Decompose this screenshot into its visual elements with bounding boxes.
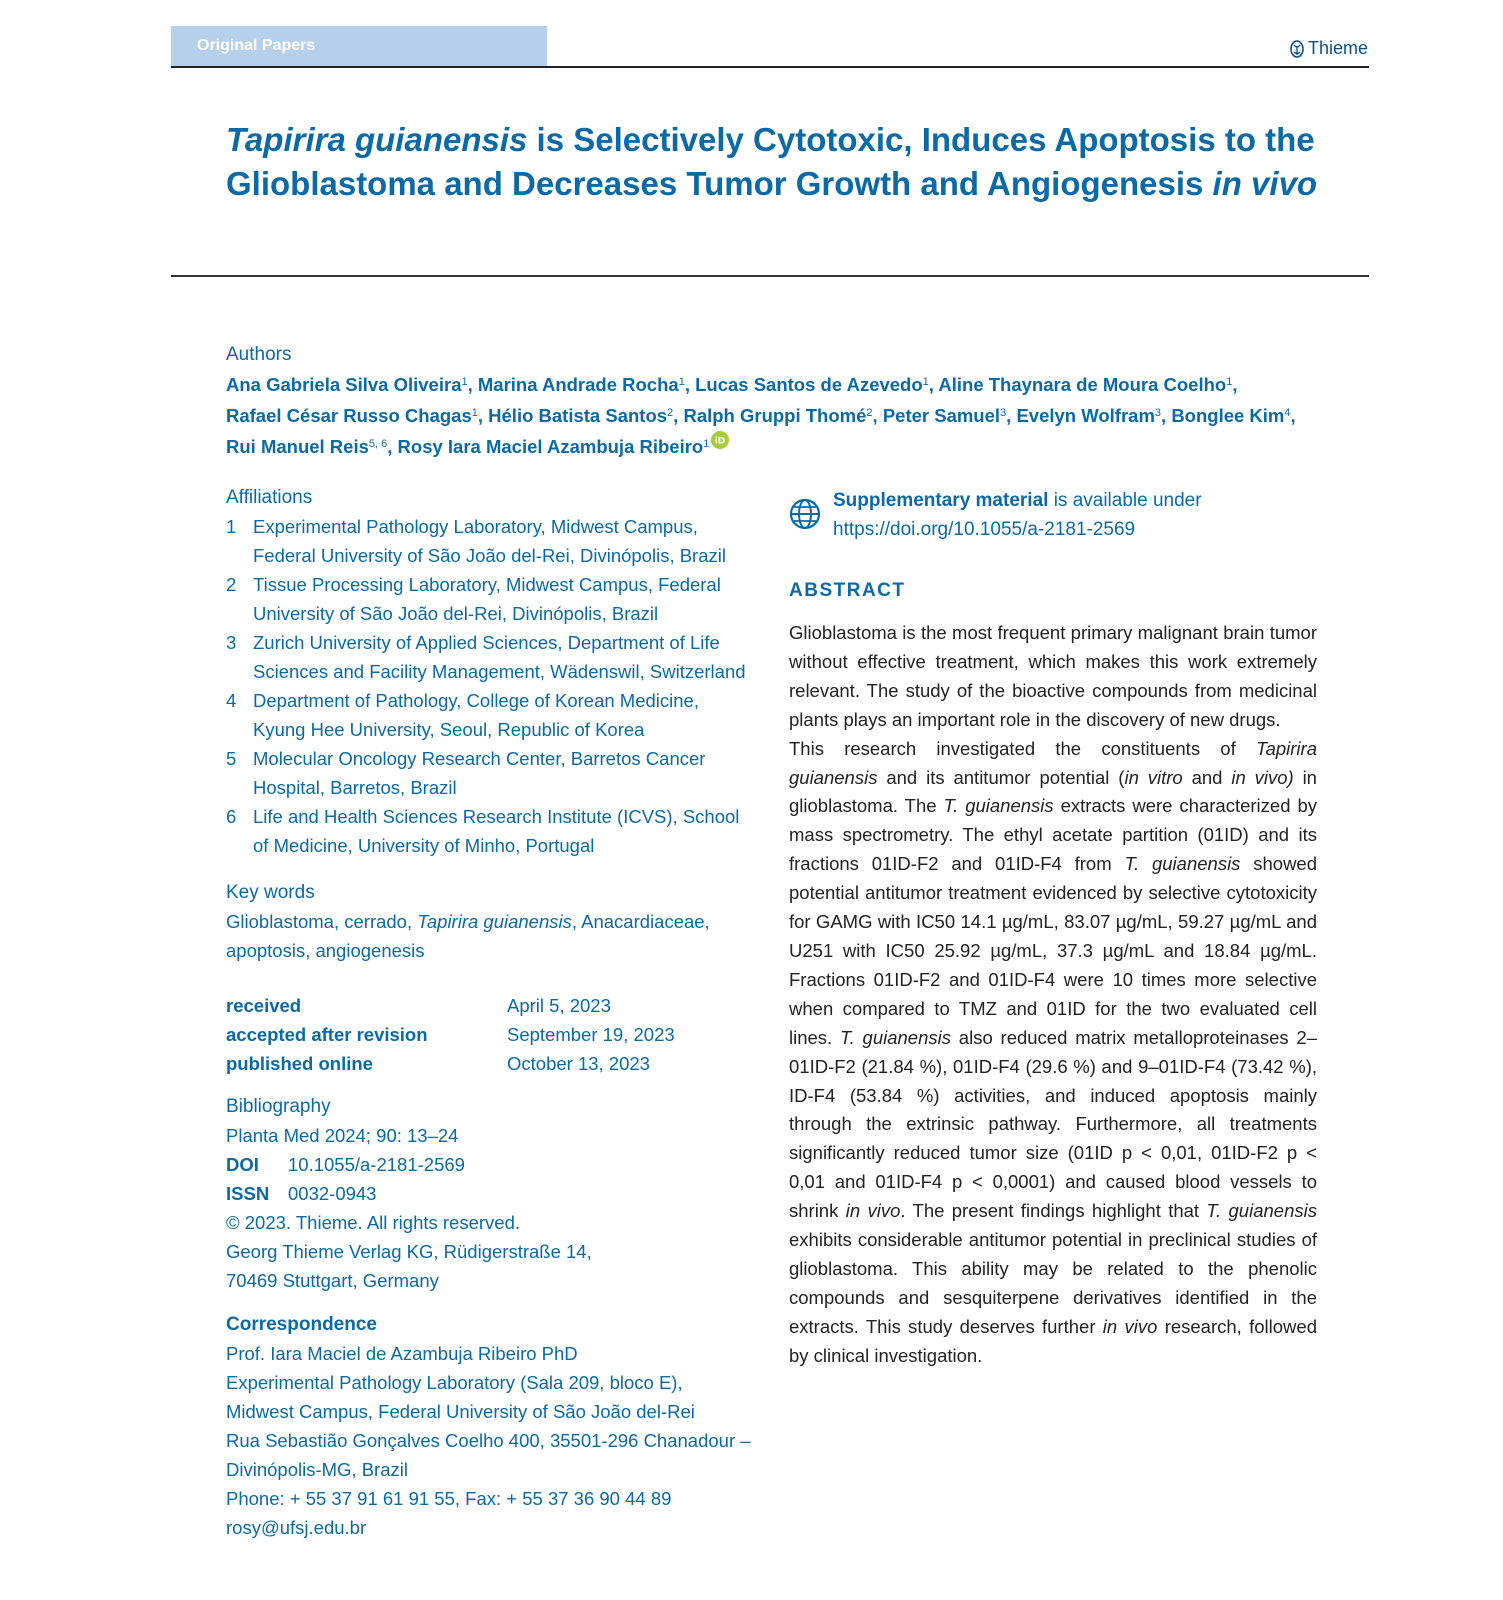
keywords-section xyxy=(226,879,756,965)
date-row xyxy=(226,991,756,1020)
abstract-text: also reduced matrix metalloproteinases 2–01ID-F2 (21.84 %), 01ID-F4 (29.6 %) and 9–01ID-F4 (73.42 %), ID-F4 (53.84 %) activities, and induced apoptosis mainly through the extrinsic pathway. Furthermore, all treatments significantly reduced tumor size (01ID p < 0,01, 01ID-F2 p < 0,01 and 01ID-F4 p < 0,0001) and caused blood vessels to shrink xyxy=(789,1026,1318,1222)
correspondence-line: Rua Sebastião Gonçalves Coelho 400, 35501-296 Chanadour – xyxy=(226,1430,751,1451)
correspondence-heading: Correspondence xyxy=(226,1314,377,1335)
abstract-italic-term: T. guianensis xyxy=(1206,1200,1317,1222)
author-name: Aline Thaynara de Moura Coelho xyxy=(938,374,1227,395)
abstract-text: in glioblastoma. The xyxy=(789,766,1317,817)
section-label: Original Papers xyxy=(197,37,316,54)
abstract-italic-term: in vivo xyxy=(1102,1315,1158,1337)
citation: Planta Med 2024; 90: 13–24 xyxy=(226,1125,459,1146)
dates-section xyxy=(226,991,756,1078)
author-affiliation-mark: 4 xyxy=(1284,407,1291,419)
author-name: Hélio Batista Santos xyxy=(488,405,668,426)
correspondence-line: Midwest Campus, Federal University of São João del-Rei xyxy=(226,1401,695,1422)
abstract-italic-term: in vivo) xyxy=(1231,766,1294,788)
abstract-text: extracts were characterized by mass spectrometry. The ethyl acetate partition (01ID) and its fractions 01ID-F2 and 01ID-F4 from xyxy=(789,795,1317,875)
publisher-logo xyxy=(1289,38,1368,59)
affiliation-number: 1 xyxy=(226,516,237,537)
affiliation-item xyxy=(226,744,756,802)
author-name: Bonglee Kim xyxy=(1171,405,1285,426)
publisher-address-1: Georg Thieme Verlag KG, Rüdigerstraße 14, xyxy=(226,1241,592,1262)
author-affiliation-mark: 1 xyxy=(678,376,685,388)
author-name: Ana Gabriela Silva Oliveira xyxy=(226,374,462,395)
thieme-mark-icon xyxy=(1289,40,1305,58)
copyright: © 2023. Thieme. All rights reserved. xyxy=(226,1212,521,1233)
correspondence-email[interactable]: rosy@ufsj.edu.br xyxy=(226,1517,367,1538)
correspondence-line: Experimental Pathology Laboratory (Sala 209, bloco E), xyxy=(226,1372,683,1393)
globe-icon xyxy=(789,498,821,530)
supplementary-link[interactable]: https://doi.org/10.1055/a-2181-2569 xyxy=(833,519,1136,540)
author-name: Ralph Gruppi Thomé xyxy=(683,405,867,426)
correspondence-line: Prof. Iara Maciel de Azambuja Ribeiro PhD xyxy=(226,1343,578,1364)
author-name: Rui Manuel Reis xyxy=(226,436,369,457)
author-affiliation-mark: 5, 6 xyxy=(368,438,388,450)
author-affiliation-mark: 1 xyxy=(461,376,468,388)
abstract-text: research, followed by clinical investigation. xyxy=(789,1315,1317,1366)
author-affiliation-mark: 2 xyxy=(667,407,674,419)
keywords-text: Glioblastoma, cerrado, Tapirira guianensis, Anacardiaceae, apoptosis, angiogenesis xyxy=(226,911,710,961)
author-name: Rafael César Russo Chagas xyxy=(226,405,472,426)
date-value: October 13, 2023 xyxy=(507,1053,650,1074)
article-title: Tapirira guianensis is Selectively Cytotoxic, Induces Apoptosis to the Glioblastoma and Decreases Tumor Growth and Angiogenesis in vivo xyxy=(226,121,1318,202)
abstract-heading: ABSTRACT xyxy=(789,580,906,601)
abstract-text: showed potential antitumor treatment evidenced by selective cytotoxicity for GAMG with IC50 14.1 µg/mL, 83.07 µg/mL, 59.27 µg/mL and U251 with IC50 25.92 µg/mL, 37.3 µg/mL and 18.84 µg/mL. Fractions 01ID-F2 and 01ID-F4 were 10 times more selective when compared to TMZ and 01ID for the two evaluated cell lines. xyxy=(789,853,1318,1048)
correspondence-line: Phone: + 55 37 91 61 91 55, Fax: + 55 37 36 90 44 89 xyxy=(226,1488,672,1509)
issn-row: ISSN 0032-0943 xyxy=(226,1183,377,1204)
affiliation-item xyxy=(226,628,756,686)
affiliation-item xyxy=(226,802,756,860)
affiliation-item xyxy=(226,512,756,570)
doi-value[interactable]: 10.1055/a-2181-2569 xyxy=(288,1154,465,1175)
abstract-italic-term: T. guianensis xyxy=(943,795,1054,817)
keywords-heading: Key words xyxy=(226,882,315,903)
svg-text:iD: iD xyxy=(715,436,726,447)
abstract-italic-term: Tapirira guianensis xyxy=(789,737,1317,788)
date-label: published online xyxy=(226,1053,373,1074)
title-rule xyxy=(171,275,1369,277)
abstract-text: exhibits considerable antitumor potential in preclinical studies of glioblastoma. This ability may be related to the phenolic compounds and sesquiterpene derivatives identified in the extracts. This study deserves further xyxy=(789,1229,1317,1337)
author-affiliation-mark: 3 xyxy=(1000,407,1007,419)
abstract-body xyxy=(789,619,1317,1371)
doi-row: DOI 10.1055/a-2181-2569 xyxy=(226,1154,465,1175)
supplementary-strong: Supplementary material xyxy=(833,490,1049,511)
date-row xyxy=(226,1049,756,1078)
affiliations-heading: Affiliations xyxy=(226,487,313,508)
orcid-icon[interactable] xyxy=(711,431,729,449)
authors-heading: Authors xyxy=(226,344,292,365)
abstract-italic-term: T. guianensis xyxy=(1124,853,1241,875)
abstract-text: This research investigated the constituents of xyxy=(789,737,1256,759)
date-value: April 5, 2023 xyxy=(507,995,611,1016)
abstract-italic-term: T. guianensis xyxy=(840,1026,951,1048)
correspondence-section xyxy=(226,1311,786,1542)
author-name: Rosy Iara Maciel Azambuja Ribeiro xyxy=(397,436,704,457)
publisher-address-2: 70469 Stuttgart, Germany xyxy=(226,1270,439,1291)
affiliation-number: 4 xyxy=(226,690,237,711)
author-affiliation-mark: 2 xyxy=(866,407,873,419)
section-band xyxy=(171,26,547,66)
date-label: accepted after revision xyxy=(226,1024,428,1045)
affiliation-text: Experimental Pathology Laboratory, Midwest Campus, Federal University of São João del-Rei, Divinópolis, Brazil xyxy=(253,516,726,566)
affiliation-number: 2 xyxy=(226,574,237,595)
authors-section xyxy=(226,342,1326,461)
affiliations-list xyxy=(226,512,756,860)
author-name: Evelyn Wolfram xyxy=(1016,405,1155,426)
date-row xyxy=(226,1020,756,1049)
abstract-paragraph-1: Glioblastoma is the most frequent primary malignant brain tumor without effective treatment, which makes this work extremely relevant. The study of the bioactive compounds from medicinal plants plays an important role in the discovery of new drugs. xyxy=(789,622,1317,730)
affiliation-text: Tissue Processing Laboratory, Midwest Campus, Federal University of São João del-Rei, Divinópolis, Brazil xyxy=(253,574,721,624)
bibliography-section xyxy=(226,1093,756,1295)
affiliation-number: 3 xyxy=(226,632,237,653)
author-name: Marina Andrade Rocha xyxy=(477,374,679,395)
affiliation-text: Department of Pathology, College of Korean Medicine, Kyung Hee University, Seoul, Republic of Korea xyxy=(253,690,699,740)
date-value: September 19, 2023 xyxy=(507,1024,675,1045)
author-affiliation-mark: 1 xyxy=(1226,376,1233,388)
affiliations-section xyxy=(226,484,756,860)
affiliation-text: Life and Health Sciences Research Institute (ICVS), School of Medicine, University of Minho, Portugal xyxy=(253,806,740,856)
author-name: Lucas Santos de Azevedo xyxy=(695,374,923,395)
abstract-text: and xyxy=(1182,766,1232,788)
affiliation-number: 6 xyxy=(226,806,237,827)
abstract-italic-term: in vitro xyxy=(1124,766,1183,788)
header-rule xyxy=(171,66,1369,68)
publisher-name: Thieme xyxy=(1307,38,1368,58)
supplementary-note xyxy=(789,486,1202,544)
abstract-text: and its antitumor potential ( xyxy=(877,766,1125,788)
author-affiliation-mark: 1 xyxy=(922,376,929,388)
author-affiliation-mark: 3 xyxy=(1154,407,1162,419)
affiliation-text: Molecular Oncology Research Center, Barretos Cancer Hospital, Barretos, Brazil xyxy=(253,748,706,798)
supplementary-text: is available under xyxy=(1048,490,1202,511)
abstract-italic-term: in vivo xyxy=(845,1200,901,1222)
date-label: received xyxy=(226,995,302,1016)
bibliography-heading: Bibliography xyxy=(226,1096,331,1117)
affiliation-text: Zurich University of Applied Sciences, Department of Life Sciences and Facility Management, Wädenswil, Switzerland xyxy=(253,632,746,682)
affiliation-item xyxy=(226,686,756,744)
affiliation-item xyxy=(226,570,756,628)
correspondence-line: Divinópolis-MG, Brazil xyxy=(226,1459,408,1480)
author-affiliation-mark: 1 xyxy=(703,438,710,450)
abstract-paragraph-2 xyxy=(789,735,1317,1371)
abstract-text: . The present findings highlight that xyxy=(900,1200,1207,1222)
authors-list: Ana Gabriela Silva Oliveira$^1$, Marina Andrade Rocha$^1$, Lucas Santos de Azevedo$^1$, Aline Thaynara de Moura Coelho$^1$, Rafael César Russo Chagas$^1$, Hélio Batista Santos$^2$, Ralph Gruppi Thomé$^2$, Peter Samuel$^3$, Evelyn Wolfram$^3$, Bonglee Kim$^4$, Rui Manuel Reis$^{5, 6}$, Rosy Iara Maciel Azambuja Ribeiro$^1$ iD xyxy=(226,374,1296,457)
author-affiliation-mark: 1 xyxy=(471,407,478,419)
affiliation-number: 5 xyxy=(226,748,237,769)
author-name: Peter Samuel xyxy=(882,405,1001,426)
